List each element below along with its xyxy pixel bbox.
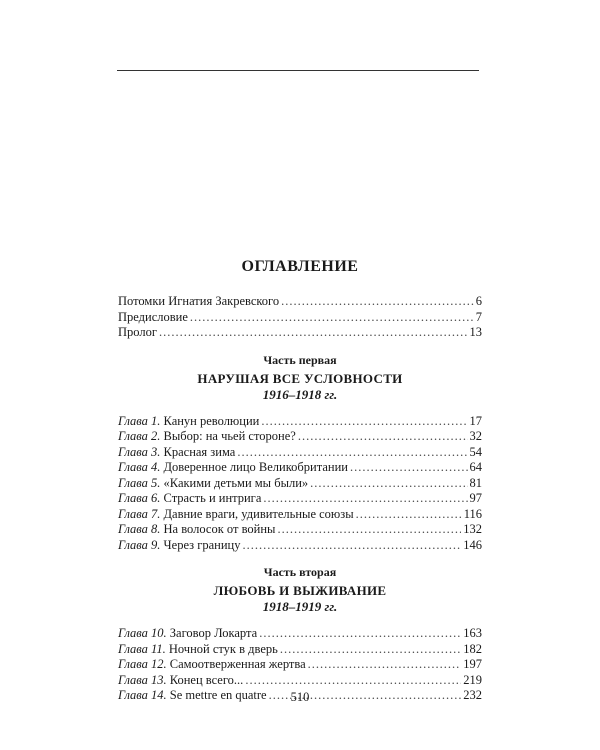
chapter-title: Выбор: на чьей стороне? bbox=[163, 429, 296, 443]
chapter-page: 97 bbox=[469, 491, 482, 505]
leader-dots bbox=[245, 673, 461, 689]
part-label: Часть первая bbox=[263, 352, 337, 367]
toc-entry bbox=[118, 294, 482, 310]
leader-dots bbox=[298, 429, 468, 445]
chapter-label bbox=[118, 507, 354, 523]
chapter-page: 54 bbox=[469, 444, 482, 459]
chapter-page: 17 bbox=[469, 413, 482, 428]
chapter-title: Через границу bbox=[163, 537, 241, 552]
chapter-label bbox=[118, 429, 296, 445]
toc-entry-page: 6 bbox=[475, 294, 482, 308]
leader-dots bbox=[263, 491, 467, 507]
leader-dots bbox=[280, 642, 461, 658]
toc-chapter-entry bbox=[118, 657, 482, 673]
chapter-prefix: Глава 12. bbox=[118, 657, 167, 671]
leader-dots bbox=[237, 445, 467, 461]
leader-dots bbox=[259, 626, 461, 642]
toc-chapter-entry bbox=[118, 507, 482, 523]
chapter-prefix: Глава 9. bbox=[118, 537, 161, 552]
chapter-prefix: Глава 10. bbox=[118, 626, 167, 640]
toc-chapter-entry bbox=[118, 673, 482, 689]
chapter-title: Самоотверженная жертва bbox=[169, 657, 306, 671]
chapter-title: Канун революции bbox=[163, 413, 260, 428]
chapter-prefix: Глава 6. bbox=[118, 491, 161, 505]
leader-dots bbox=[190, 310, 474, 326]
toc-entry-title: Предисловие bbox=[118, 309, 188, 324]
chapter-title: Заговор Локарта bbox=[169, 626, 258, 640]
chapter-title: Конец всего... bbox=[169, 672, 244, 687]
chapter-page: 132 bbox=[463, 522, 482, 536]
toc-entry-page: 7 bbox=[475, 309, 482, 324]
chapter-page: 146 bbox=[463, 537, 482, 552]
chapter-page: 116 bbox=[463, 506, 482, 521]
part-title: НАРУШАЯ ВСЕ УСЛОВНОСТИ bbox=[197, 370, 403, 386]
toc-title: ОГЛАВЛЕНИЕ bbox=[241, 258, 359, 275]
leader-dots bbox=[242, 538, 461, 554]
toc-chapter-entry bbox=[118, 538, 482, 554]
leader-dots bbox=[261, 414, 467, 430]
page-number: 510 bbox=[290, 690, 310, 704]
toc-chapter-entry bbox=[118, 476, 482, 492]
chapter-prefix: Глава 2. bbox=[118, 429, 161, 443]
chapter-label bbox=[118, 491, 261, 507]
chapter-label bbox=[118, 538, 240, 554]
chapter-label bbox=[118, 414, 259, 430]
leader-dots bbox=[277, 522, 461, 538]
part-years: 1916–1918 гг. bbox=[262, 386, 338, 402]
toc-intro-list bbox=[118, 294, 482, 341]
chapter-prefix: Глава 3. bbox=[118, 444, 161, 459]
chapter-title: Se mettre en quatre bbox=[169, 688, 267, 702]
toc-chapter-entry bbox=[118, 491, 482, 507]
chapter-title: Доверенное лицо Великобритании bbox=[163, 460, 348, 474]
chapter-page: 163 bbox=[463, 626, 482, 640]
chapter-page: 197 bbox=[463, 657, 482, 671]
chapter-title: «Какими детьми мы были» bbox=[163, 475, 309, 490]
chapter-title: Ночной стук в дверь bbox=[168, 641, 278, 656]
chapter-prefix: Глава 4. bbox=[118, 460, 161, 474]
chapter-prefix: Глава 1. bbox=[118, 413, 161, 428]
toc-chapter-entry bbox=[118, 445, 482, 461]
chapter-label bbox=[118, 522, 275, 538]
chapter-label bbox=[118, 673, 243, 689]
chapter-title: Давние враги, удивительные союзы bbox=[163, 506, 354, 521]
chapter-prefix: Глава 8. bbox=[118, 522, 161, 536]
leader-dots bbox=[310, 476, 467, 492]
toc-chapter-entry bbox=[118, 414, 482, 430]
toc-chapter-entry bbox=[118, 460, 482, 476]
chapter-label bbox=[118, 642, 278, 658]
chapter-label bbox=[118, 657, 306, 673]
chapter-title: Страсть и интрига bbox=[163, 491, 262, 505]
toc-part-1 bbox=[118, 353, 482, 554]
toc-chapter-entry bbox=[118, 522, 482, 538]
chapter-title: На волосок от войны bbox=[163, 522, 276, 536]
part-label: Часть вторая bbox=[263, 565, 337, 579]
toc-entry-title: Потомки Игнатия Закревского bbox=[118, 294, 280, 308]
table-of-contents bbox=[118, 258, 482, 716]
top-rule bbox=[117, 70, 479, 71]
chapter-prefix: Глава 13. bbox=[118, 672, 167, 687]
toc-entry-title: Пролог bbox=[118, 325, 157, 339]
chapter-prefix: Глава 14. bbox=[118, 688, 167, 702]
chapter-prefix: Глава 7. bbox=[118, 506, 161, 521]
chapter-prefix: Глава 5. bbox=[118, 475, 161, 490]
toc-entry bbox=[118, 325, 482, 341]
chapter-page: 32 bbox=[469, 429, 482, 443]
chapter-page: 182 bbox=[463, 641, 482, 656]
leader-dots bbox=[350, 460, 468, 476]
toc-chapter-entry bbox=[118, 626, 482, 642]
toc-chapter-entry bbox=[118, 429, 482, 445]
part-years: 1918–1919 гг. bbox=[262, 599, 338, 614]
toc-entry-page: 13 bbox=[469, 325, 482, 339]
toc-part-2 bbox=[118, 565, 482, 704]
chapter-page: 64 bbox=[469, 460, 482, 474]
chapter-label bbox=[118, 476, 308, 492]
part-title: ЛЮБОВЬ И ВЫЖИВАНИЕ bbox=[213, 583, 387, 598]
leader-dots bbox=[281, 294, 474, 310]
chapter-page: 81 bbox=[469, 475, 482, 490]
leader-dots bbox=[356, 507, 462, 523]
leader-dots bbox=[308, 657, 462, 673]
chapter-prefix: Глава 11. bbox=[118, 641, 166, 656]
chapter-page: 219 bbox=[463, 672, 482, 687]
chapter-label bbox=[118, 626, 257, 642]
chapter-title: Красная зима bbox=[163, 444, 236, 459]
toc-chapter-entry bbox=[118, 642, 482, 658]
chapter-label bbox=[118, 460, 348, 476]
chapter-label bbox=[118, 445, 235, 461]
chapter-page: 232 bbox=[463, 688, 482, 702]
leader-dots bbox=[159, 325, 468, 341]
toc-entry bbox=[118, 310, 482, 326]
